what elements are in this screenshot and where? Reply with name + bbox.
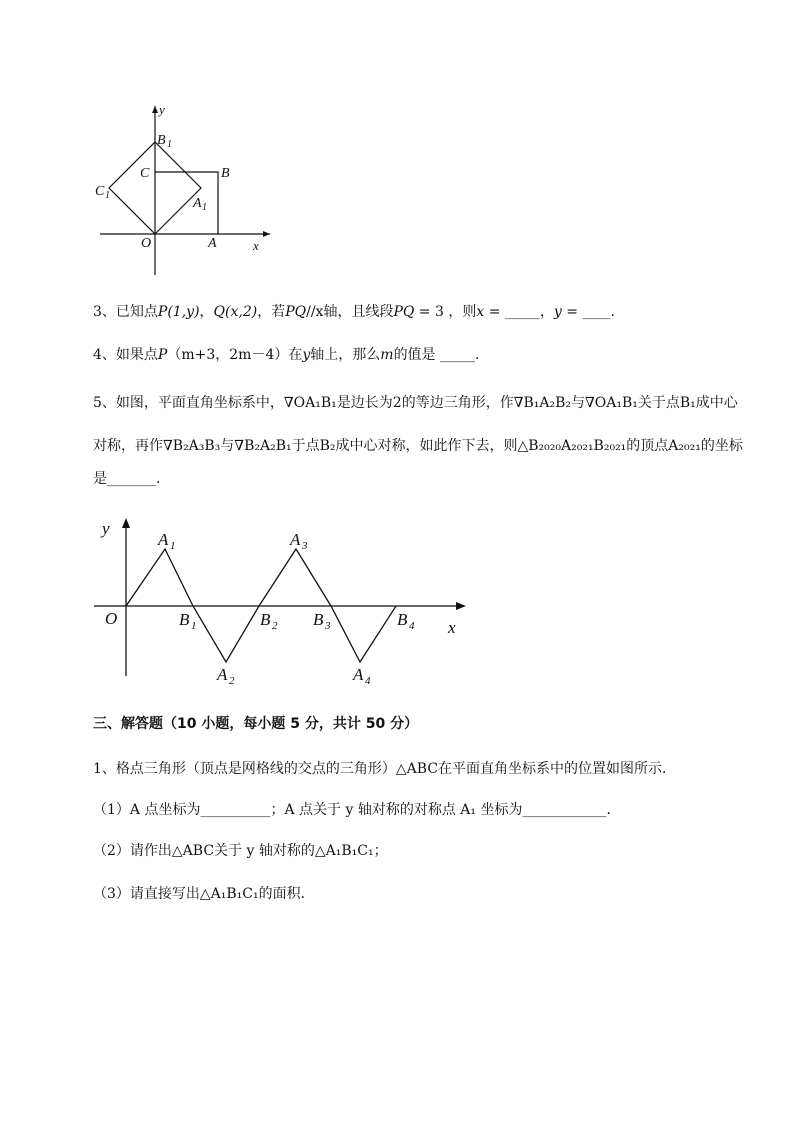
q3-cond: ，若 [257,304,286,320]
q3-comma: ， [539,304,554,320]
fig2-label-o: O [105,609,118,628]
fig2-label-y: y [102,519,110,538]
q4-text-c: 的值是 _____. [393,347,480,363]
fig2-label-b2: B [260,610,271,629]
q3-end: . [610,304,615,320]
question-5-line-3: 是_______. [93,471,161,487]
fig1-label-c: C [140,166,150,181]
fig2-label-b1-sub: 1 [191,620,197,632]
fig1-label-x: x [253,238,259,253]
fig2-label-b4-sub: 4 [409,620,415,632]
fig1-label-b1: B [157,133,166,148]
fig1-label-a: A [208,236,217,251]
fig2-label-a1: A [158,530,169,549]
q3-point-p: P(1,y) [157,304,200,320]
fig2-label-b3: B [313,610,324,629]
q4-paren: （m+3，2m－4）在 [167,347,303,363]
fig1-label-a1: A [193,196,202,211]
q3-pq2: PQ [393,304,415,320]
q4-m: m [380,347,394,363]
fig2-label-a3: A [290,530,301,549]
fig1-label-y: y [159,102,165,117]
fig1-label-a1-sub: 1 [202,202,207,213]
fig2-label-a1-sub: 1 [170,540,176,552]
fig2-label-a2-sub: 2 [229,675,235,687]
q4-text-a: 4、如果点 [93,347,158,363]
problem-1-sub-1: （1）A 点坐标为__________；A 点关于 y 轴对称的对称点 A₁ 坐标为____________． [93,802,621,818]
question-3 [93,302,615,322]
q4-yaxis: y [302,347,311,363]
fig2-label-b2-sub: 2 [272,620,278,632]
problem-1-sub-2: （2）请作出△ABC关于 y 轴对称的△A₁B₁C₁； [93,843,388,859]
fig2-label-b3-sub: 3 [325,620,331,632]
fig2-label-a4: A [353,665,364,684]
q3-y-blank: y = ____ [553,304,611,320]
q3-eq: = 3 ，则 [414,304,477,320]
q4-point: P [157,347,168,363]
q3-point-q: Q(x,2) [213,304,258,320]
fig2-label-b4: B [397,610,408,629]
figure-1-square-diagram [95,100,275,280]
question-4 [93,345,479,365]
fig1-label-c1-sub: 1 [105,190,110,201]
problem-1-intro: 1、格点三角形（顶点是网格线的交点的三角形）△ABC在平面直角坐标系中的位置如图所示． [93,761,677,777]
q3-parallel: //x轴，且线段 [306,304,394,320]
question-5-line-1: 5、如图，平面直角坐标系中，∇OA₁B₁是边长为2的等边三角形，作∇B₁A₂B₂与∇OA₁B₁关于点B₁成中心 [93,395,738,411]
q3-sep: ， [199,304,214,320]
fig1-label-b: B [221,166,230,181]
question-5-line-2: 对称，再作∇B₂A₃B₃与∇B₂A₂B₁于点B₂成中心对称，如此作下去，则△B₂₀₂₀A₂₀₂₁B₂₀₂₁的顶点A₂₀₂₁的坐标 [93,438,743,454]
q3-pq: PQ [285,304,307,320]
problem-1-sub-3: （3）请直接写出△A₁B₁C₁的面积． [93,886,315,902]
fig1-label-o: O [141,236,152,251]
fig2-label-a3-sub: 3 [302,540,308,552]
fig1-label-c1: C [95,184,105,199]
q4-text-b: 轴上，那么 [310,347,381,363]
q3-x-blank: x = _____ [476,304,540,320]
section-3-title: 三、解答题（10 小题，每小题 5 分，共计 50 分） [93,716,419,732]
fig2-label-a4-sub: 4 [365,675,371,687]
fig2-label-a2: A [217,665,228,684]
fig2-label-x: x [448,618,456,637]
figure-2-zigzag-diagram [90,512,480,692]
fig2-label-b1: B [179,610,190,629]
fig1-label-b1-sub: 1 [167,139,172,150]
q3-prefix: 3、已知点 [93,304,158,320]
